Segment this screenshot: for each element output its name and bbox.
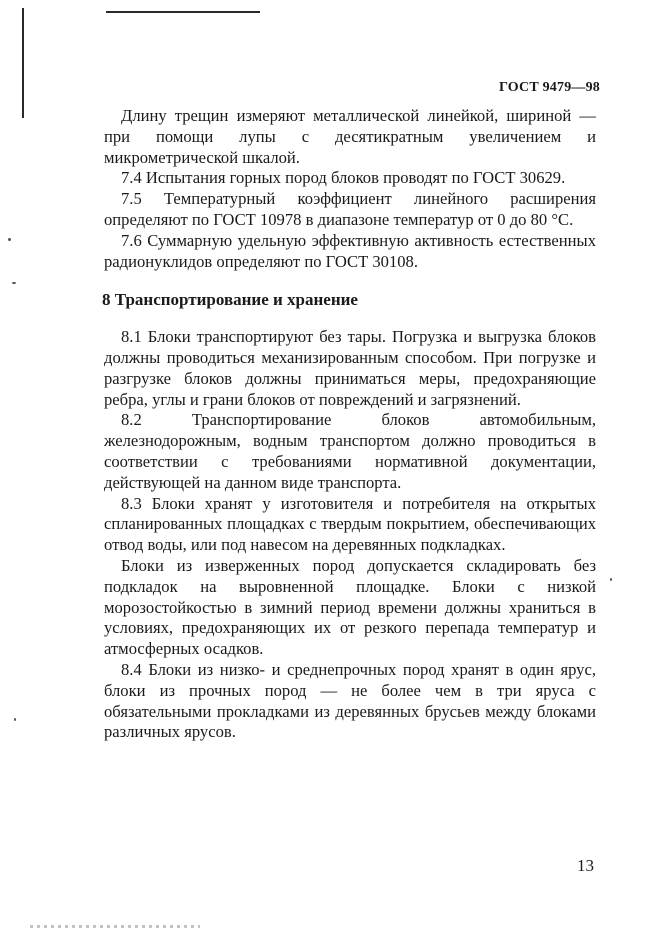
paragraph-crack-measurement: Длину трещин измеряют металлической линейкой, шириной — при помощи лупы с десятикратным увеличением и микрометрической шкалой. — [104, 106, 596, 167]
section-title-8: 8 Транспортирование и хранение — [102, 290, 358, 310]
document-header-code: ГОСТ 9479—98 — [499, 80, 600, 95]
paragraph-8-3-continued: Блоки из изверженных пород допускается складировать без подкладок на выровненной площадке. Блоки с низкой морозостойкостью в зимний период времени должны храниться в условиях, предохраняющих их от резкого перепада температур и атмосферных осадков. — [104, 555, 596, 659]
page-number: 13 — [577, 856, 594, 875]
paragraph-8-3: 8.3 Блоки хранят у изготовителя и потребителя на открытых спланированных площадках с твердым покрытием, обеспечивающих отвод воды, или под навесом на деревянных подкладках. — [104, 493, 596, 555]
scan-speck — [8, 238, 11, 241]
paragraph-7-6: 7.6 Суммарную удельную эффективную активность естественных радионуклидов определяют по ГОСТ 30108. — [104, 230, 596, 271]
paragraph-8-4: 8.4 Блоки из низко- и среднепрочных пород хранят в один ярус, блоки из прочных пород — не более чем в три яруса с обязательными прокладками из деревянных брусьев между блоками различных ярусов. — [104, 659, 596, 742]
paragraph-7-5: 7.5 Температурный коэффициент линейного расширения определяют по ГОСТ 10978 в диапазоне температур от 0 до 80 °С. — [104, 189, 596, 229]
scan-speck — [14, 718, 16, 721]
scan-margin-mark — [22, 8, 24, 118]
document-body — [104, 106, 596, 743]
scan-top-line — [106, 11, 260, 13]
scan-speck — [610, 578, 612, 581]
scan-speck — [12, 282, 16, 284]
paragraph-8-2: 8.2 Транспортирование блоков автомобильным, железнодорожным, водным транспортом должно проводиться в соответствии с требованиями нормативной документации, действующей на данном виде транспорта. — [104, 410, 596, 492]
scan-bottom-noise — [30, 925, 200, 928]
paragraph-8-1: 8.1 Блоки транспортируют без тары. Погрузка и выгрузка блоков должны проводиться механизированным способом. При погрузке и разгрузке блоков должны приниматься меры, предохраняющие ребра, углы и грани блоков от повреждений и загрязнений. — [104, 327, 596, 409]
paragraph-7-4: 7.4 Испытания горных пород блоков проводят по ГОСТ 30629. — [121, 168, 566, 188]
